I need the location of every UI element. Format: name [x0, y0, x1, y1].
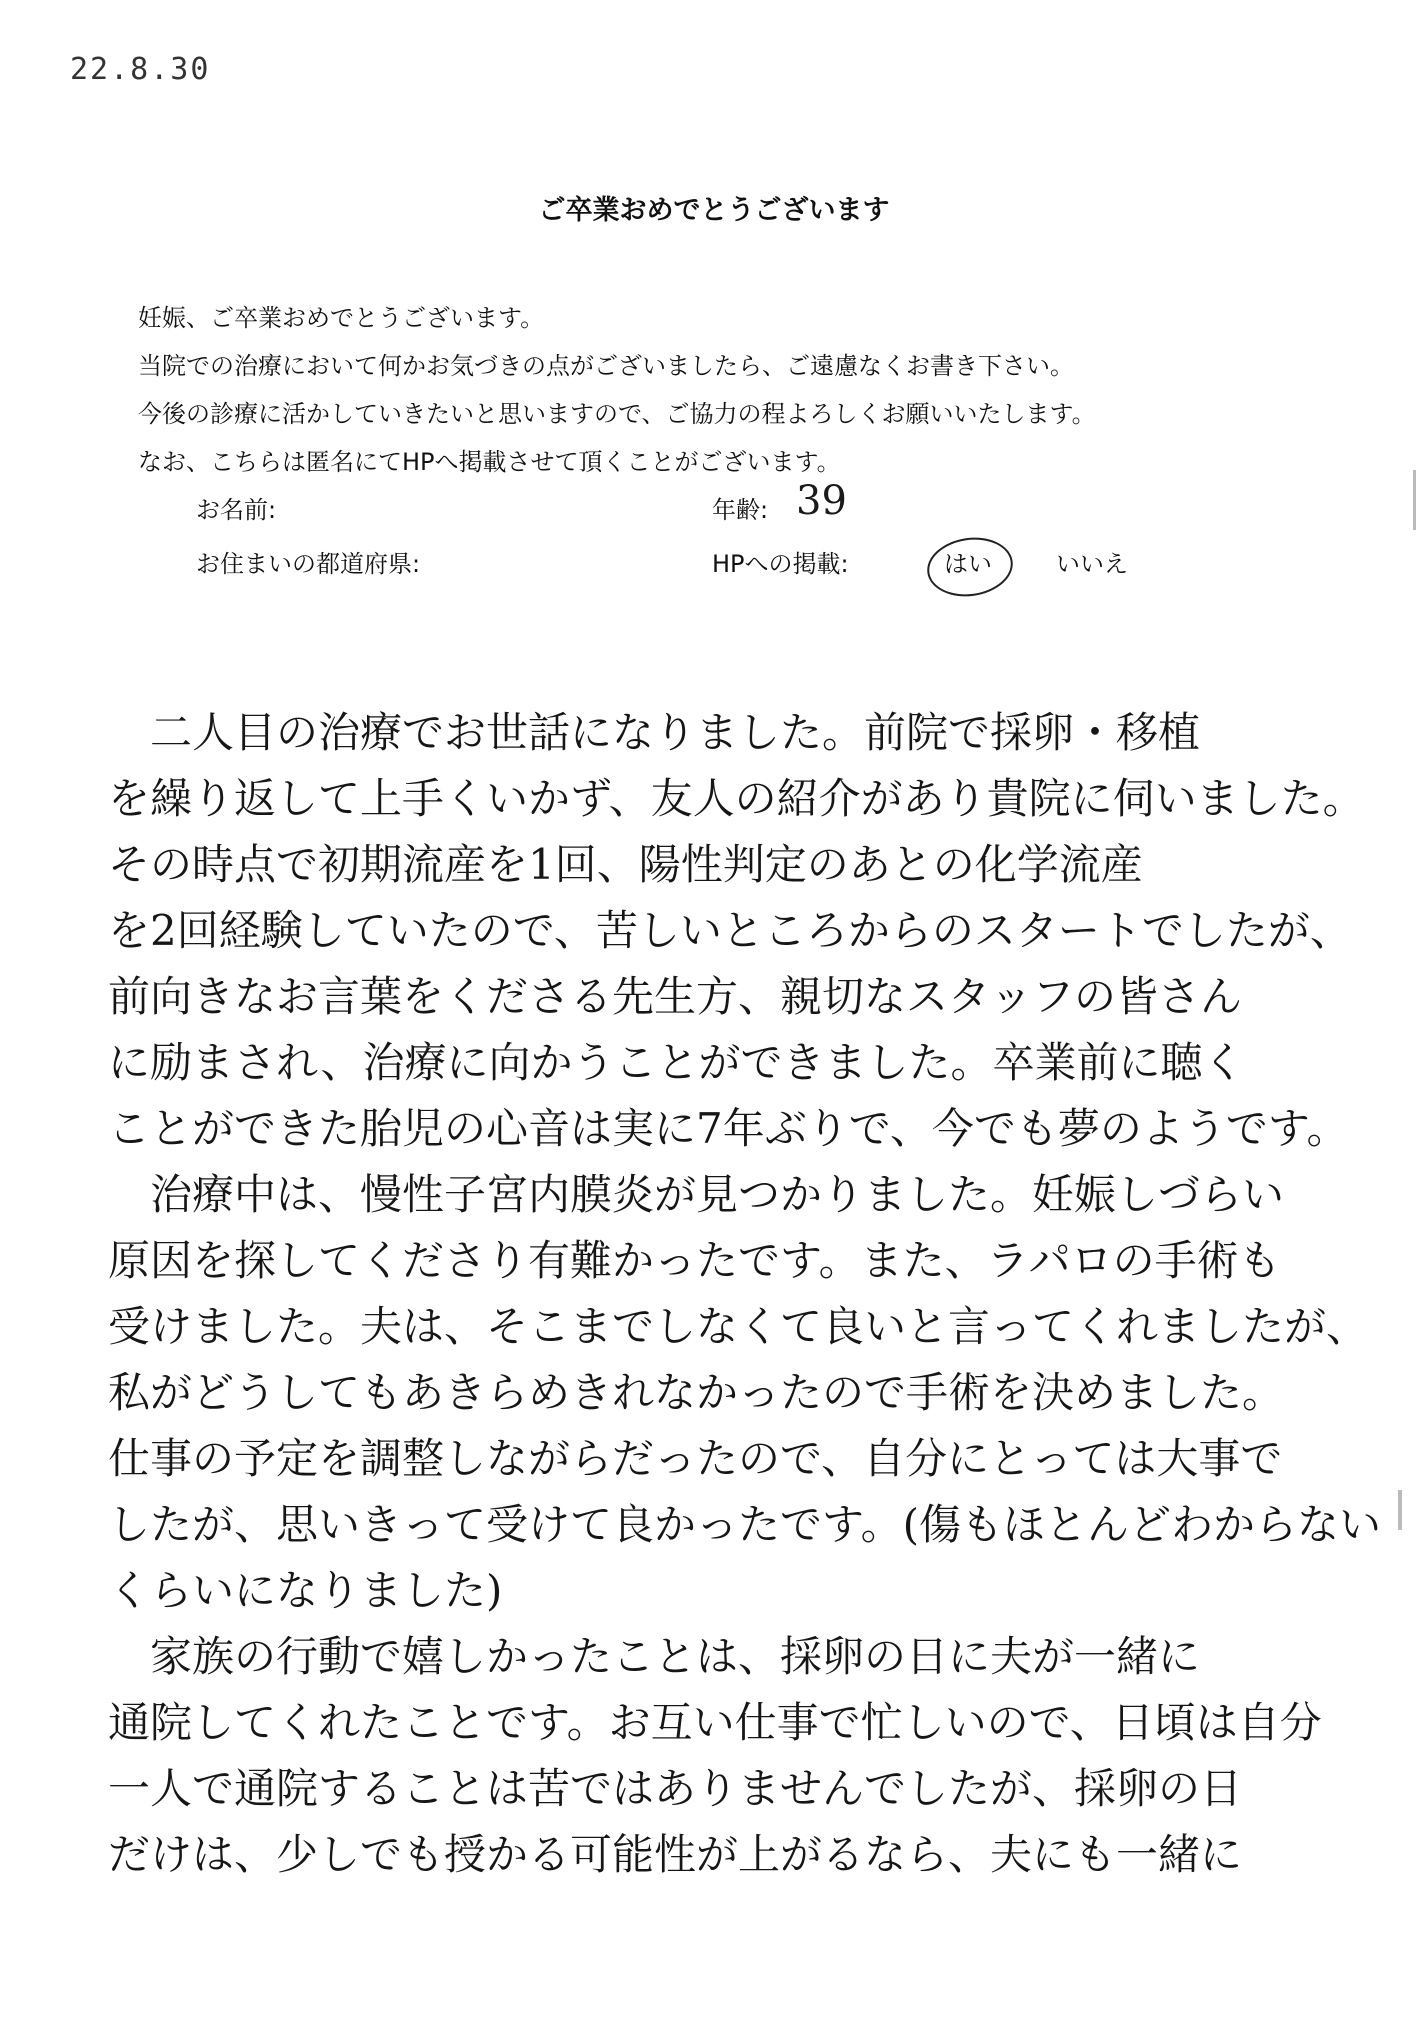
- letter-line: くらいになりました): [108, 1566, 503, 1615]
- page-title: ご卒業おめでとうございます: [538, 195, 890, 226]
- age-value: 39: [796, 478, 847, 524]
- letter-line: を繰り返して上手くいかず、友人の紹介があり貴院に伺いました。: [108, 774, 1365, 823]
- prefecture-label: お住まいの都道府県:: [196, 550, 421, 578]
- intro-line: 当院での治療において何かお気づきの点がございましたら、ご遠慮なくお書き下さい。: [138, 352, 1074, 380]
- letter-line: だけは、少しでも授かる可能性が上がるなら、夫にも一緒に: [108, 1830, 1243, 1879]
- hp-yes-option: はい: [944, 550, 992, 578]
- letter-line: 家族の行動で嬉しかったことは、採卵の日に夫が一緒に: [108, 1632, 1201, 1681]
- scan-mark: [1398, 1490, 1402, 1530]
- letter-line: に励まされ、治療に向かうことができました。卒業前に聴く: [108, 1038, 1245, 1087]
- letter-line: その時点で初期流産を1回、陽性判定のあとの化学流産: [108, 840, 1143, 889]
- letter-line: したが、思いきって受けて良かったです。(傷もほとんどわからない: [108, 1500, 1382, 1549]
- letter-line: 仕事の予定を調整しながらだったので、自分にとっては大事で: [108, 1434, 1283, 1483]
- intro-line: 妊娠、ご卒業おめでとうございます。: [138, 304, 545, 332]
- handwritten-date: 22.8.30: [70, 52, 211, 87]
- hp-publish-label: HPへの掲載:: [712, 550, 849, 578]
- letter-line: 私がどうしてもあきらめきれなかったので手術を決めました。: [108, 1368, 1285, 1417]
- letter-paragraph: [108, 1624, 1388, 1888]
- name-label: お名前:: [196, 496, 277, 524]
- intro-text: [138, 294, 1318, 486]
- letter-paragraph: [108, 1162, 1388, 1624]
- letter-line: 二人目の治療でお世話になりました。前院で採卵・移植: [108, 708, 1201, 757]
- letter-line: 受けました。夫は、そこまでしなくて良いと言ってくれましたが、: [108, 1302, 1369, 1351]
- letter-paragraph: [108, 700, 1388, 1162]
- intro-line: なお、こちらは匿名にてHPへ掲載させて頂くことがございます。: [138, 448, 841, 476]
- letter-line: 通院してくれたことです。お互い仕事で忙しいので、日頃は自分: [108, 1698, 1322, 1747]
- scan-mark: [1413, 470, 1416, 530]
- letter-line: を2回経験していたので、苦しいところからのスタートでしたが、: [108, 906, 1352, 955]
- letter-line: ことができた胎児の心音は実に7年ぶりで、今でも夢のようです。: [108, 1104, 1349, 1153]
- letter-line: 原因を探してくださり有難かったです。また、ラパロの手術も: [108, 1236, 1281, 1285]
- handwritten-circle-mark: [923, 532, 1016, 601]
- hp-no-option: いいえ: [1056, 550, 1128, 578]
- handwritten-letter: [108, 700, 1388, 1888]
- intro-line: 今後の診療に活かしていきたいと思いますので、ご協力の程よろしくお願いいたします。: [138, 400, 1096, 428]
- age-label: 年齢:: [712, 496, 769, 524]
- letter-line: 前向きなお言葉をくださる先生方、親切なスタッフの皆さん: [108, 972, 1243, 1021]
- letter-line: 一人で通院することは苦ではありませんでしたが、採卵の日: [108, 1764, 1243, 1813]
- letter-line: 治療中は、慢性子宮内膜炎が見つかりました。妊娠しづらい: [108, 1170, 1285, 1219]
